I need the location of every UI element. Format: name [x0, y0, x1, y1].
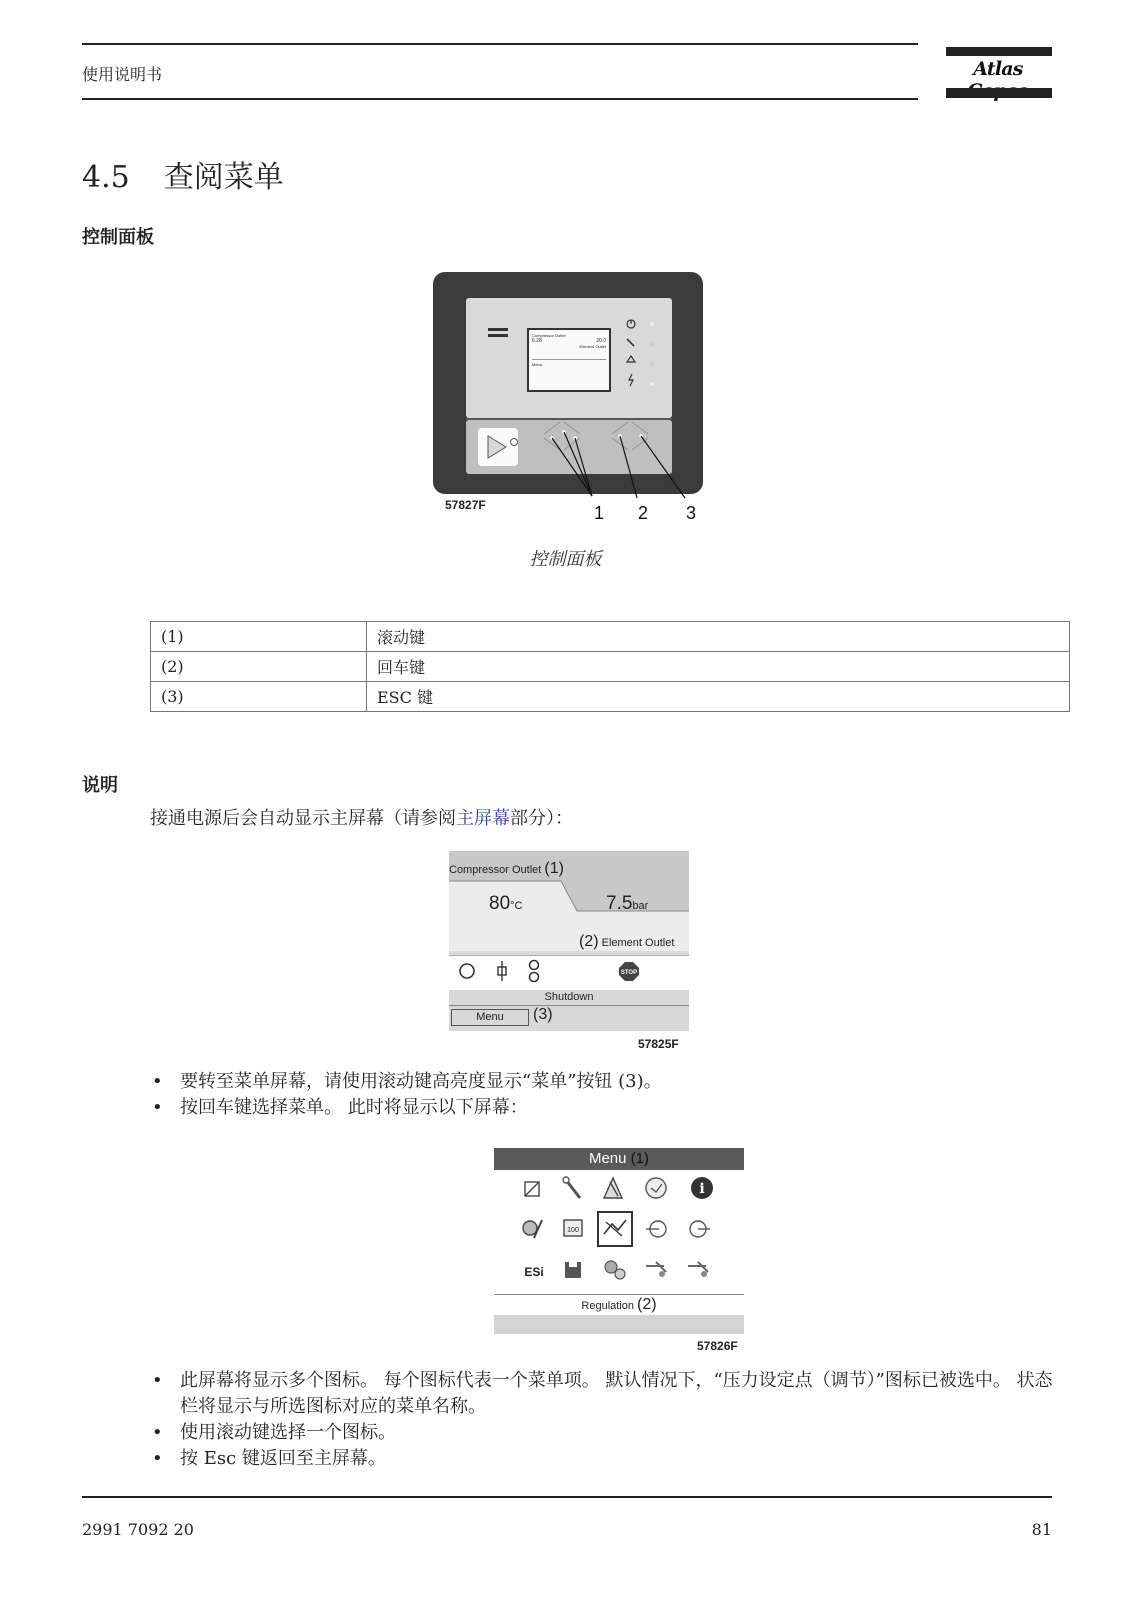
figure-caption: 控制面板 [529, 549, 602, 570]
section-number: 4.5 [82, 160, 130, 195]
list-item: • 此屏幕将显示多个图标。 每个图标代表一个菜单项。 默认情况下，“压力设定点（调节）”图标已被选中。 状态栏将显示与所选图标对应的菜单名称。 [150, 1368, 1068, 1420]
lcd-line2: Element Outlet [579, 344, 606, 349]
footer-rule [82, 1496, 1052, 1498]
header-bottom-rule [82, 98, 918, 100]
instruction-list-1 [150, 1069, 1050, 1121]
keys-table [150, 621, 1070, 712]
table-cell-desc: 回车键 [367, 652, 1070, 682]
regulation-icon [598, 1212, 632, 1246]
lcd-line1: Compressor Outlet [532, 333, 566, 338]
motor-circle-icon [460, 964, 474, 978]
event-history-icon [525, 1182, 539, 1196]
section-title [82, 152, 284, 196]
callout-1: 1 [594, 503, 605, 523]
page-number: 81 [1031, 1520, 1052, 1539]
test-icon [688, 1262, 708, 1277]
lcd-menu: Menu [532, 362, 543, 367]
esi-icon: ESi [524, 1265, 544, 1279]
main-screen-link[interactable]: 主屏幕 [456, 808, 510, 829]
menu-title-bar [494, 1148, 744, 1170]
atlas-copco-logo: Atlas [973, 58, 1023, 80]
output-icon [690, 1221, 710, 1237]
menu-title-ref: (1) [630, 1150, 650, 1167]
lcd-value2: 20.0 [596, 338, 606, 344]
element-outlet-ref: (2) [579, 933, 599, 950]
setpoint-icon [523, 1220, 542, 1238]
callout-2: 2 [638, 503, 649, 523]
document-number: 2991 7092 20 [82, 1520, 194, 1539]
description-heading: 说明 [82, 775, 118, 796]
header-title: 使用说明书 [82, 65, 163, 84]
warning-triangle-icon [604, 1178, 622, 1198]
table-cell-ref: (1) [151, 622, 367, 652]
header-top-rule [82, 43, 918, 45]
list-item: • 要转至菜单屏幕，请使用滚动键高亮度显示“菜单”按钮 (3)。 [150, 1069, 1050, 1095]
dual-gauge-icon [530, 961, 539, 982]
menu-screen-image [494, 1148, 744, 1334]
table-row [151, 652, 1070, 682]
temperature-value: 80 [489, 893, 511, 914]
panel-lcd-display [527, 328, 611, 392]
svg-text:i: i [699, 1181, 705, 1197]
pressure-unit: bar [632, 900, 649, 912]
drain-valve-icon [498, 961, 506, 981]
logo-bottom-bar [946, 88, 1052, 98]
intro-paragraph [150, 804, 573, 830]
main-screen-icon-bar [449, 955, 689, 990]
table-row [151, 622, 1070, 652]
status-bar-text: Shutdown [544, 991, 594, 1003]
menu-button-image: Menu [451, 1009, 529, 1026]
table-cell-desc: ESC 键 [367, 682, 1070, 712]
info-icon [691, 1177, 713, 1199]
logo-top-bar [946, 47, 1052, 56]
menu-status-label: Regulation [581, 1300, 634, 1312]
element-outlet-label: Element Outlet [601, 937, 675, 949]
control-panel-heading: 控制面板 [82, 227, 154, 248]
input-icon [646, 1221, 666, 1237]
stop-sign-label: STOP [620, 970, 638, 976]
timer-clock-icon [646, 1178, 666, 1198]
temperature-unit: °C [510, 900, 523, 912]
menu-bottom-bar [494, 1315, 744, 1334]
counter-label: 100 [567, 1227, 579, 1234]
pressure-value: 7.5 [606, 893, 633, 914]
menu-icon-grid [494, 1170, 744, 1296]
compressor-outlet-label: Compressor Outlet [449, 864, 542, 876]
menu-ref: (3) [533, 1006, 553, 1023]
list-item: • 使用滚动键选择一个图标。 [150, 1420, 1068, 1446]
table-row [151, 682, 1070, 712]
lcd-value1: 6.28 [532, 338, 542, 344]
menu-status-ref: (2) [637, 1296, 657, 1313]
menu-status-bar [494, 1296, 744, 1314]
section-title-text: 查阅菜单 [163, 160, 284, 195]
list-item: • 按 Esc 键返回至主屏幕。 [150, 1446, 1068, 1472]
intro-text: 接通电源后会自动显示主屏幕（请参阅 [150, 808, 456, 829]
instruction-list-2 [150, 1368, 1068, 1472]
callout-3: 3 [686, 503, 697, 523]
stop-circle-icon [508, 436, 520, 448]
service-wrench-icon [563, 1177, 580, 1198]
control-panel-figure-code: 57827F [445, 498, 486, 512]
settings-gears-icon [605, 1261, 625, 1279]
intro-text-end: 部分）： [510, 808, 573, 829]
table-cell-ref: (2) [151, 652, 367, 682]
list-item: • 按回车键选择菜单。 此时将显示以下屏幕： [150, 1095, 1050, 1121]
stop-sign-icon [619, 962, 639, 981]
menu-title: Menu [588, 1150, 627, 1167]
panel-status-icons [622, 318, 662, 393]
table-cell-ref: (3) [151, 682, 367, 712]
menu-screen-figure-code: 57826F [697, 1339, 738, 1353]
main-screen-figure-code: 57825F [638, 1037, 679, 1051]
counter-icon [564, 1220, 582, 1236]
panel-logo-mark [488, 334, 508, 337]
save-disk-icon [565, 1262, 581, 1278]
panel-logo-mark [488, 328, 508, 331]
compressor-outlet-ref: (1) [544, 860, 564, 877]
table-cell-desc: 滚动键 [367, 622, 1070, 652]
protection-icon [646, 1262, 666, 1277]
main-screen-image [449, 851, 689, 1031]
